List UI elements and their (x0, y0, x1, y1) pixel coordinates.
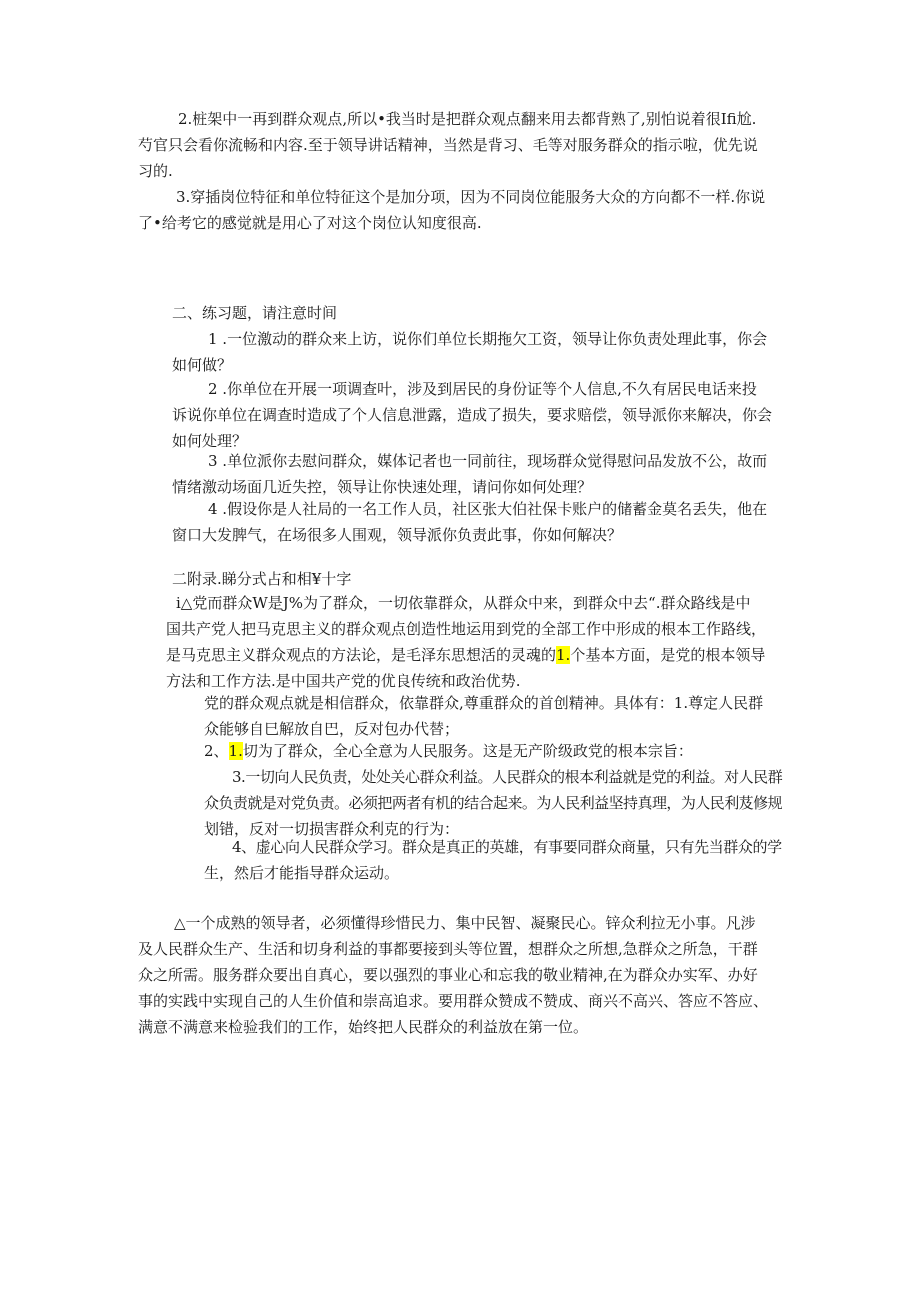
text-line: 及人民群众生产、生活和切身利益的事都要接到头等位置，想群众之所想,急群众之所急，干群 (138, 940, 758, 958)
text-line: i△党而群众W是J%为了群众，一切依靠群众，从群众中来，到群众中去“.群众路线是中 (176, 594, 751, 612)
text-line: 事的实践中实现自己的人生价值和崇高追求。要用群众赞成不赞成、商兴不高兴、答应不答应、 (138, 992, 769, 1010)
text-run: 2、 (204, 742, 229, 760)
appendix-paragraph-5 (204, 834, 782, 886)
text-line: 芍官只会看你流畅和内容.至于领导讲话精神，当然是背习、毛等对服务群众的指示啦，优先说 (138, 136, 758, 154)
exercise-question-3 (172, 448, 767, 500)
exercise-question-2 (172, 376, 772, 454)
closing-paragraph (138, 910, 768, 1040)
text-run: 切为了群众，全心全意为人民服务。这是无产阶级政党的根本宗旨： (242, 742, 693, 760)
text-line: 2.桩架中一再到群众观点,所以•我当时是把群众观点翻来用去都背熟了,别怕说着很Ifi尬. (178, 110, 757, 128)
exercise-question-1 (172, 326, 767, 378)
appendix-paragraph-4 (204, 764, 782, 842)
appendix-paragraph-1 (166, 590, 766, 694)
text-line: 诉说你单位在调查时造成了个人信息泄露，造成了损失，要求赔偿，领导派你来解决，你会 (172, 406, 773, 424)
tip-paragraph-2 (138, 106, 758, 184)
heading-text: 二附录.睇分式占和相¥十字 (172, 570, 352, 588)
text-line: △一个成熟的领导者，必须懂得珍惜民力、集中民智、凝聚民心。锌众利拉无小事。凡涉 (174, 914, 756, 932)
heading-text: 二、练习题，请注意时间 (172, 304, 338, 322)
text-line: 3.穿插岗位特征和单位特征这个是加分项，因为不同岗位能服务大众的方向都不一样.你说 (176, 188, 766, 206)
appendix-paragraph-2 (204, 690, 763, 742)
text-line: 习的. (138, 162, 173, 180)
text-line: 划错，反对一切损害群众利克的行为： (204, 820, 460, 838)
text-line: 国共产党人把马克思主义的群众观点创造性地运用到党的全部工作中形成的根本工作路线， (166, 620, 767, 638)
text-run: 是马克思主义群众观点的方法论，是毛泽东思想活的灵魂的 (166, 646, 557, 664)
text-line (204, 738, 693, 764)
highlight-mark: 1. (556, 646, 571, 664)
text-line: 如何处理？ (172, 432, 248, 450)
text-line: 党的群众观点就是相信群众，依靠群众,尊重群众的首创精神。具体有：1.尊定人民群 (204, 694, 764, 712)
text-line: 众负责就是对党负责。必须把两者有机的结合起来。为人民利益坚持真理，为人民利芨修规 (204, 794, 783, 812)
appendix-heading (172, 566, 351, 592)
text-line: 4、虚心向人民群众学习。群众是真正的英雄，有事要同群众商量，只有先当群众的学 (232, 838, 782, 856)
text-line: 2 .你单位在开展一项调查叶，涉及到居民的身份证等个人信息,不久有居民电话来投 (208, 380, 757, 398)
text-line: 众之所需。服务群众要出自真心，要以强烈的事业心和忘我的敬业精神,在为群众办实军、办好 (138, 966, 758, 984)
text-line: 窗口大发脾气，在场很多人围观，领导派你负责此事，你如何解决？ (172, 526, 623, 544)
text-line: 众能够自巳解放自巴，反对包办代替； (204, 720, 460, 738)
text-line (166, 642, 766, 668)
text-run: 个基本方面，是党的根本领导 (570, 646, 766, 664)
text-line: 1 .一位激动的群众来上访，说你们单位长期拖欠工资，领导让你负责处理此事，你会 (208, 330, 768, 348)
tip-paragraph-3 (138, 184, 765, 236)
text-line: 4 .假设你是人社局的一名工作人员，社区张大伯社保卡账户的储蓄金莫名丢失，他在 (208, 500, 768, 518)
text-line: 了•给考它的感觉就是用心了对这个岗位认知度很高. (138, 214, 482, 232)
text-line: 情绪激动场面几近失控，领导让你快速处理，请问你如何处理？ (172, 478, 593, 496)
text-line: 3 .单位派你去慰问群众，媒体记者也一同前往，现场群众觉得慰问品发放不公，故而 (208, 452, 768, 470)
text-line: 方法和工作方法.是中国共产党的优良传统和政治优势. (166, 672, 521, 690)
exercises-heading (172, 300, 337, 326)
exercise-question-4 (172, 496, 767, 548)
text-line: 3.一切向人民负责，处处关心群众利益。人民群众的根本利益就是党的利益。对人民群 (232, 768, 783, 786)
highlight-mark: 1. (228, 742, 243, 760)
text-line: 满意不满意来检验我们的工作，始终把人民群众的利益放在第一位。 (138, 1018, 589, 1036)
text-line: 生，然后才能指导群众运动。 (204, 864, 400, 882)
text-line: 如何做？ (172, 356, 233, 374)
appendix-paragraph-3 (204, 738, 693, 764)
